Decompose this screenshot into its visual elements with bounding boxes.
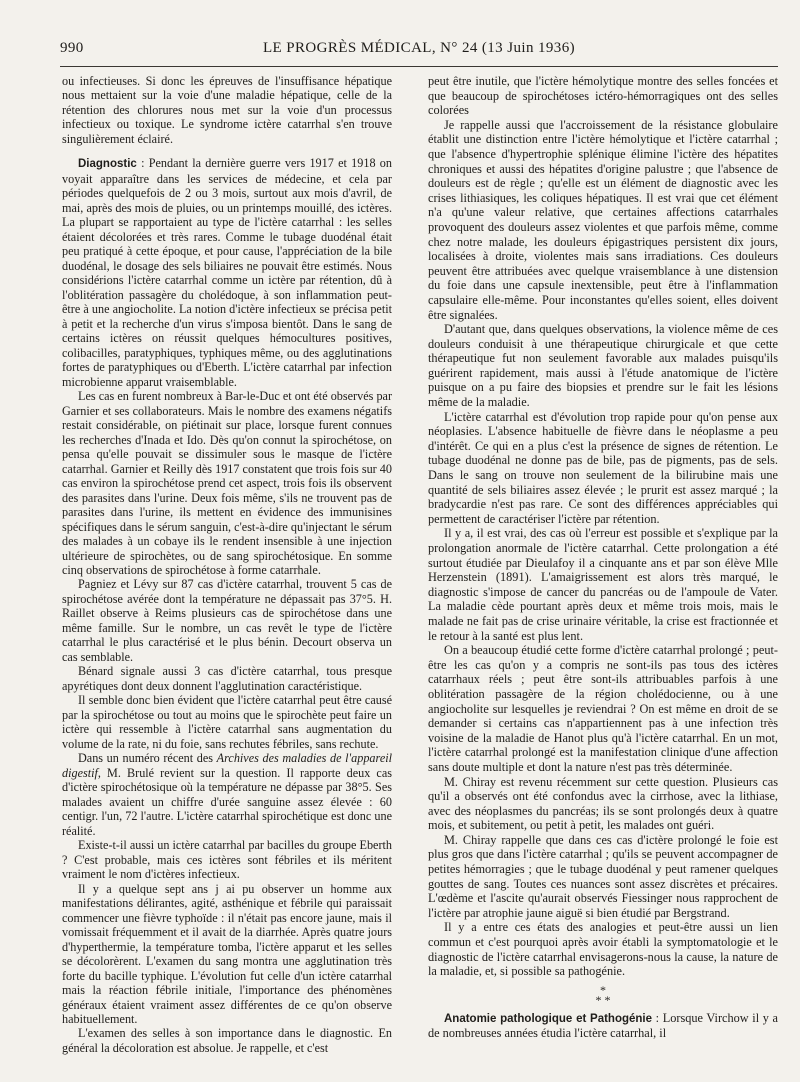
page-number: 990 bbox=[60, 40, 84, 56]
paragraph: Pagniez et Lévy sur 87 cas d'ictère catarrhal, trouvent 5 cas de spirochétose avérée dont la température ne dépassait pas 37°5. H. Raillet observe à Reims plusieurs cas de spirochétose dans une même famille. Sur le nombre, un cas revêt le type de l'ictère catarrhal le plus caractérisé et le plus bénin. Decourt observa un cas semblable. bbox=[62, 577, 392, 664]
journal-citation: Archives des maladies de l'appareil digestif bbox=[62, 751, 393, 780]
paragraph: L'ictère catarrhal est d'évolution trop rapide pour qu'on pense aux néoplasies. L'absence habituelle de fièvre dans le néoplasme a peu d'intérêt. Ce qui en a plus c'est la présence de signes de rétention. Le tubage duodénal ne donne pas de bile, pas de pigments, pas de sels. Dans le sang on trouve non seulement de la bilirubine mais une quantité de sels biliaires assez élevée ; le prurit est assez marqué ; la bradycardie n'est pas rare. Ce sont des différences appréciables qui permettent de caractériser l'ictère par rétention. bbox=[428, 409, 778, 526]
paragraph-text: : Pendant la dernière guerre vers 1917 et 1918 on voyait apparaître dans les services de médecine, et cela par périodes quelquefois de 2 ou 3 mois, surtout aux mois d'avril, de mai, après des mois de pluies, ou un printemps mouillé, des ictères. La plupart se rapportaient au type de l'ictère catarrhal : les selles étaient décolorées et très rares. Comme le tubage duodénal était peu pratiqué à cette époque, et pour cause, l'appréciation de la bile duodénal, le dosage des sels biliaires ne pouvait être estimés. Nous considérions l'ictère catarrhal comme un ictère par rétention, dû à l'oblitération passagère du cholédoque, à son inflammation peut-être à une angiocholite. La notion d'ictère infectieux se précisa petit à petit et la recherche d'un virus s'imposa bientôt. Dans le sang de certains ictères on réussit quelques hémocultures positives, colibacilles, paratyphiques, typhiques même, ou des agglutinations fortes de paratyphiques ou d'Eberth. L'ictère catarrhal par infection microbienne apparut vraisemblable. bbox=[62, 156, 392, 389]
paragraph-text: , M. Brulé revient sur la question. Il rapporte deux cas d'ictère spirochétosique où la température ne dépasse par 38°5. Ses malades avaient un chiffre d'urée sanguine assez élevée : 60 centigr. l'un, 72 l'autre. L'ictère catarrhal spirochétique est donc une réalité. bbox=[62, 765, 392, 838]
section-heading-anatomie: Anatomie pathologique et Pathogénie bbox=[444, 1012, 653, 1025]
paragraph: Il y a entre ces états des analogies et peut-être aussi un lien commun et c'est pourquoi après avoir établi la symptomatologie et le diagnostic de l'ictère catarrhal envisagerons-nous la cause, la nature de la maladie, et, si possible sa pathogénie. bbox=[428, 920, 778, 979]
paragraph: M. Chiray rappelle que dans ces cas d'ictère prolongé le foie est plus gros que dans l'ictère catarrhal ; qu'ils se peuvent accompagner de petites hémorragies ; que le tubage duodénal y peut ramener quelques gouttes de sang. Toutes ces nuances sont assez discrètes et précaires. L'œdème et l'ascite qu'aurait observés Fiessinger nous rapprochent de l'ictère par atrophie jaune aiguë si bien étudié par Bergstrand. bbox=[428, 832, 778, 920]
right-column bbox=[428, 74, 778, 1041]
paragraph: Existe-t-il aussi un ictère catarrhal par bacilles du groupe Eberth ? C'est probable, mais ces ictères sont fébriles et ils méritent vraiment le nom d'ictères infectieux. bbox=[62, 838, 392, 882]
paragraph: Il y a, il est vrai, des cas où l'erreur est possible et s'explique par la prolongation anormale de l'ictère catarrhal. Cette prolongation a été surtout étudiée par Dieulafoy il a cinquante ans et par son élève Mlle Herzenstein (1891). L'amaigrissement est alors très marqué, le diagnostic s'impose de cancer du pancréas ou de l'ampoule de Vater. La maladie cède pourtant après deux et même trois mois, mais le malade ne fait pas de crise urinaire véritable, la crise est fractionnée et le retour à la santé est plus lent. bbox=[428, 526, 778, 643]
header-rule bbox=[60, 66, 778, 67]
paragraph: Bénard signale aussi 3 cas d'ictère catarrhal, tous presque apyrétiques dont deux donnent l'agglutination caractéristique. bbox=[62, 664, 392, 693]
left-column bbox=[62, 74, 392, 1055]
paragraph-text: : Lorsque Virchow il y a de nombreuses années étudia l'ictère catarrhal, il bbox=[428, 1010, 778, 1041]
running-header bbox=[60, 40, 778, 62]
paragraph: L'examen des selles à son importance dans le diagnostic. En général la décoloration est absolue. Je rappelle, et c'est bbox=[62, 1026, 392, 1055]
paragraph-anatomie bbox=[428, 1011, 778, 1041]
paragraph-text: Dans un numéro récent des bbox=[78, 751, 217, 766]
paragraph: peut être inutile, que l'ictère hémolytique montre des selles foncées et que beaucoup de spirochétoses ictéro-hémorragiques ont des selles colorées bbox=[428, 74, 778, 118]
section-heading-diagnostic: Diagnostic bbox=[78, 158, 137, 171]
paragraph: M. Chiray est revenu récemment sur cette question. Plusieurs cas qu'il a observés ont été confondus avec la cirrhose, avec la lithiase, avec des néoplasmes du pancréas; ils se sont prolongés deux à quatre mois, et subitement, ou petit à petit, les malades ont guéri. bbox=[428, 774, 778, 833]
paragraph: Je rappelle aussi que l'accroissement de la résistance globulaire établit une distinction entre l'ictère hémolytique et l'ictère catarrhal ; que l'absence d'hypertrophie splénique élimine l'ictère des hépatites chroniques et aussi des hépatites d'origine palustre ; que l'absence de douleurs est de règle ; qu'elle est un élément de diagnostic avec les crises lithiasiques, les coliques hépatiques. Il est vrai que cet élément n'a qu'une valeur relative, que certaines affections catarrhales provoquent des douleurs assez violentes et que parfois même, comme chez notre malade, les douleurs épigastriques persistent dix jours, localisées à droite, violentes mais sans irradiations. Ces douleurs peuvent être attribuées avec quelque vraisemblance à une distension du foie dans une capsule inextensible, peut être à l'inflammation capsulaire elle-même. Pour inconstantes qu'elles soient, elles doivent être signalées. bbox=[428, 117, 778, 322]
section-separator bbox=[428, 982, 778, 1007]
paragraph: Les cas en furent nombreux à Bar-le-Duc et ont été observés par Garnier et ses collaborateurs. Mais le nombre des examens négatifs restait considérable, on piétinait sur place, lorsque furent connues les recherches d'Inada et Ido. Dès qu'on connut la spirochétose, on pensa qu'elle pouvait se dissimuler sous le masque de l'ictère catarrhal. Garnier et Reilly dès 1917 constatent que trois fois sur 40 cas environ la spirochétose prend cet aspect, trois fois ils observent des parasites dans l'urine. Deux fois même, s'ils ne trouvent pas de parasites dans l'urine, ils mettent en évidence des immunisines spécifiques dans le sérum sanguin, c'est-à-dire qu'injectant le sérum des malades à un cobaye ils le rendent insensible à une injection ultérieure de spirochètes, ou de sang spirochétosique. En somme cinq observations de spirochétose à forme catarrhale. bbox=[62, 389, 392, 577]
paragraph: Il y a quelque sept ans j ai pu observer un homme aux manifestations délirantes, agité, asthénique et fébrile qui paraissait commencer une fièvre typhoïde : il n'était pas encore jaune, mais il vomissait fréquemment et il avait de la diarrhée. Après quatre jours d'hyperthermie, la température tomba, l'ictère apparut et les selles se décolorèrent. L'examen du sang montra une agglutination très forte du bacille typhique. L'évolution fut celle d'un ictère catarrhal mais la réaction fébrile initiale, l'importance des phénomènes généraux étaient vraiment assez différentes de ce qu'on observe habituellement. bbox=[62, 881, 392, 1026]
paragraph bbox=[62, 751, 392, 838]
paragraph: Il semble donc bien évident que l'ictère catarrhal peut être causé par la spirochétose ou tout au moins que le spirochète peut faire un ictère qui ressemble à l'ictère catarrhal sans augmentation du volume de la rate, ni du foie, sans rechutes fébriles, sans rechute. bbox=[62, 693, 392, 751]
paragraph: ou infectieuses. Si donc les épreuves de l'insuffisance hépatique nous mettaient sur la voie d'une maladie hépatique, celle de la rétention des chlorures nous met sur la voie d'un processus infectieux ou toxique. Le syndrome ictère catarrhal s'en trouve singulièrement éclairé. bbox=[62, 74, 392, 146]
paragraph-diagnostic bbox=[62, 156, 392, 389]
separator-stars: * * bbox=[595, 992, 611, 1007]
paragraph: On a beaucoup étudié cette forme d'ictère catarrhal prolongé ; peut-être les cas qu'on y a compris ne sont-ils pas tous des ictères catarrhaux réels ; peut être sont-ils attribuables parfois à une oblitération passagère de la région cholédocienne, ou à une angiocholite sur lesquelles je reviendrai ? On est même en droit de se demander si certains cas n'appartiennent pas à une infection très voisine de la maladie de Hanot plus qu'à l'ictère catarrhal. En un mot, l'ictère catarrhal prolongé est la manifestation clinique d'une affection sans doute multiple et dont la nature n'est pas très déterminée. bbox=[428, 643, 778, 774]
separator-star: * bbox=[600, 982, 606, 997]
journal-title: LE PROGRÈS MÉDICAL, N° 24 (13 Juin 1936) bbox=[262, 40, 575, 56]
paragraph: D'autant que, dans quelques observations, la violence même de ces douleurs conduisit à une thérapeutique chirurgicale et que cette thérapeutique fut non seulement favorable aux malades puisqu'ils guérirent rapidement, mais aussi à l'étude anatomique de l'ictère puisque on a pu faire des biopsies et prendre sur le fait les lésions même de la maladie. bbox=[428, 322, 778, 410]
